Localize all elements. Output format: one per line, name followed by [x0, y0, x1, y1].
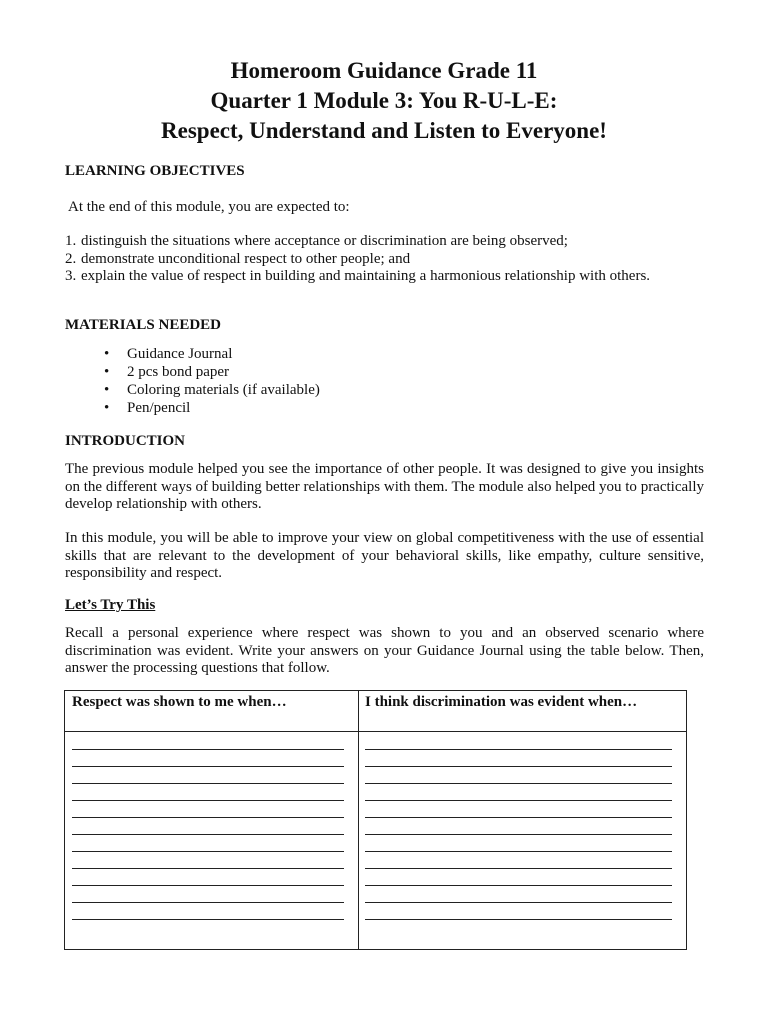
material-item [104, 381, 320, 399]
title-line-3: Respect, Understand and Listen to Everyone! [161, 118, 607, 143]
answer-line[interactable] [72, 869, 344, 886]
learning-objectives-heading: LEARNING OBJECTIVES [65, 163, 245, 179]
objectives-list [65, 233, 705, 286]
answer-line[interactable] [365, 784, 672, 801]
discrimination-column-header: I think discrimination was evident when… [365, 694, 638, 710]
title-line-2: Quarter 1 Module 3: You R-U-L-E: [210, 88, 558, 113]
answer-line[interactable] [365, 767, 672, 784]
answer-line[interactable] [365, 801, 672, 818]
respect-answer-lines[interactable] [72, 733, 344, 920]
answer-line[interactable] [365, 903, 672, 920]
answer-line[interactable] [72, 767, 344, 784]
answer-line[interactable] [365, 869, 672, 886]
introduction-heading: INTRODUCTION [65, 433, 186, 449]
answer-line[interactable] [72, 733, 344, 750]
answer-line[interactable] [365, 886, 672, 903]
answer-line[interactable] [365, 818, 672, 835]
answer-line[interactable] [72, 903, 344, 920]
material-text: 2 pcs bond paper [127, 364, 230, 380]
lets-try-this-instructions: Recall a personal experience where respect was shown to you and an observed scenario where discrimination was evident. Write your answers on your Guidance Journal using the table below. Then, answer the processing questions that follow. [65, 625, 704, 676]
answer-line[interactable] [72, 835, 344, 852]
bullet-icon: • [104, 364, 110, 380]
answer-line[interactable] [365, 750, 672, 767]
answer-line[interactable] [365, 733, 672, 750]
title-line-1: Homeroom Guidance Grade 11 [230, 58, 538, 83]
material-text: Guidance Journal [127, 346, 233, 362]
objective-number: 3. [65, 268, 77, 284]
discrimination-answer-lines[interactable] [365, 733, 672, 920]
lets-try-this-heading: Let’s Try This [65, 597, 156, 613]
journal-table [64, 690, 687, 950]
objectives-intro: At the end of this module, you are expected to: [68, 199, 350, 215]
objective-number: 2. [65, 250, 77, 267]
bullet-icon: • [104, 382, 110, 398]
respect-column-header: Respect was shown to me when… [72, 694, 287, 710]
header-divider [65, 731, 686, 732]
material-item [104, 345, 320, 363]
column-divider [358, 691, 359, 949]
answer-line[interactable] [72, 750, 344, 767]
bullet-icon: • [104, 346, 110, 362]
answer-line[interactable] [72, 784, 344, 801]
materials-list [104, 345, 320, 417]
material-text: Pen/pencil [127, 400, 191, 416]
introduction-paragraph-2: In this module, you will be able to improve your view on global competitiveness with the use of essential skills that are relevant to the development of your behavioral skills, like empathy, culture sensitive, responsibility and respect. [65, 530, 704, 581]
objective-item [65, 233, 705, 251]
objective-item [65, 251, 705, 269]
objective-text: distinguish the situations where acceptance or discrimination are being observed; [81, 233, 568, 249]
material-item [104, 399, 320, 417]
introduction-paragraph-1: The previous module helped you see the importance of other people. It was designed to give you insights on the different ways of building better relationships with them. The module also helped you to practically develop relationship with others. [65, 461, 704, 512]
answer-line[interactable] [72, 852, 344, 869]
answer-line[interactable] [72, 818, 344, 835]
material-text: Coloring materials (if available) [127, 382, 320, 398]
answer-line[interactable] [365, 852, 672, 869]
objective-text: explain the value of respect in building and maintaining a harmonious relationship with others. [81, 268, 651, 284]
answer-line[interactable] [72, 801, 344, 818]
objective-number: 1. [65, 233, 77, 249]
objective-text: demonstrate unconditional respect to other people; and [81, 250, 411, 267]
objective-item [65, 268, 705, 286]
answer-line[interactable] [365, 835, 672, 852]
material-item [104, 363, 320, 381]
materials-needed-heading: MATERIALS NEEDED [65, 317, 221, 333]
bullet-icon: • [104, 400, 110, 416]
answer-line[interactable] [72, 886, 344, 903]
